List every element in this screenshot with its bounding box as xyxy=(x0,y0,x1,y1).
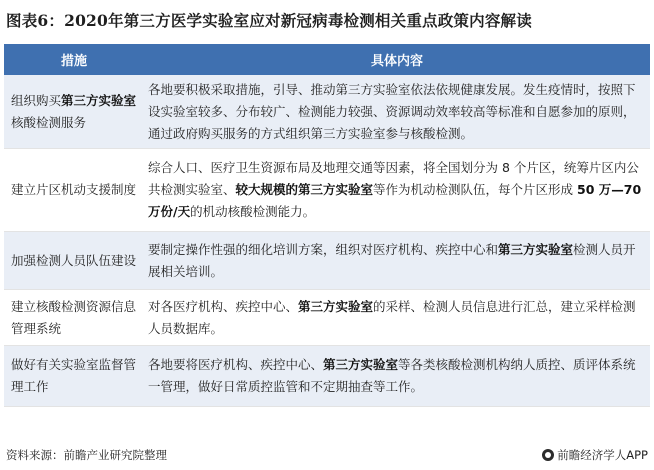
policy-table xyxy=(4,44,650,407)
row-content: 各地要积极采取措施，引导、推动第三方实验室依法依规健康发展。发生疫情时，按照下设实验室较多、分布较广、检测能力较强、资源调动效率较高等标准和自愿参加的原则，通过政府购买服务的方式组织第三方实验室参与核酸检测。 xyxy=(148,81,636,141)
row-measure: 建立核酸检测资源信息管理系统 xyxy=(11,298,137,336)
table-row xyxy=(4,290,650,346)
table-row xyxy=(4,232,650,290)
header-measure: 措施 xyxy=(60,54,87,69)
table-row xyxy=(4,75,650,149)
row-measure: 做好有关实验室监督管理工作 xyxy=(11,357,137,394)
figure-title: 图表6：2020年第三方医学实验室应对新冠病毒检测相关重点政策内容解读 xyxy=(6,11,532,30)
brand-name: 前瞻经济学人APP xyxy=(557,448,648,462)
row-content: 各地要将医疗机构、疾控中心、第三方实验室等各类核酸检测机构纳人质控、质评体系统一管理，做好日常质控监管和不定期抽查等工作。 xyxy=(148,357,636,394)
row-measure: 建立片区机动支援制度 xyxy=(11,182,137,197)
table-row xyxy=(4,346,650,407)
source-note: 资料来源：前瞻产业研究院整理 xyxy=(6,448,167,462)
row-content: 对各医疗机构、疾控中心、第三方实验室的采样、检测人员信息进行汇总，建立采样检测人员数据库。 xyxy=(148,298,636,336)
table-row xyxy=(4,149,650,232)
row-content: 综合人口、医疗卫生资源布局及地理交通等因素，将全国划分为 8 个片区，统筹片区内公共检测实验室、较大规模的第三方实验室等作为机动检测队伍，每个片区形成 50 万—70 万份/天的机动核酸检测能力。 xyxy=(148,160,642,219)
table-header xyxy=(4,44,650,75)
row-content: 要制定操作性强的细化培训方案，组织对医疗机构、疾控中心和第三方实验室检测人员开展相关培训。 xyxy=(148,241,636,279)
brand-mark xyxy=(542,447,648,463)
header-content: 具体内容 xyxy=(370,54,423,69)
row-measure: 组织购买第三方实验室 核酸检测服务 xyxy=(11,92,137,130)
qianzhan-logo-icon xyxy=(542,449,554,461)
row-measure: 加强检测人员队伍建设 xyxy=(11,252,137,268)
